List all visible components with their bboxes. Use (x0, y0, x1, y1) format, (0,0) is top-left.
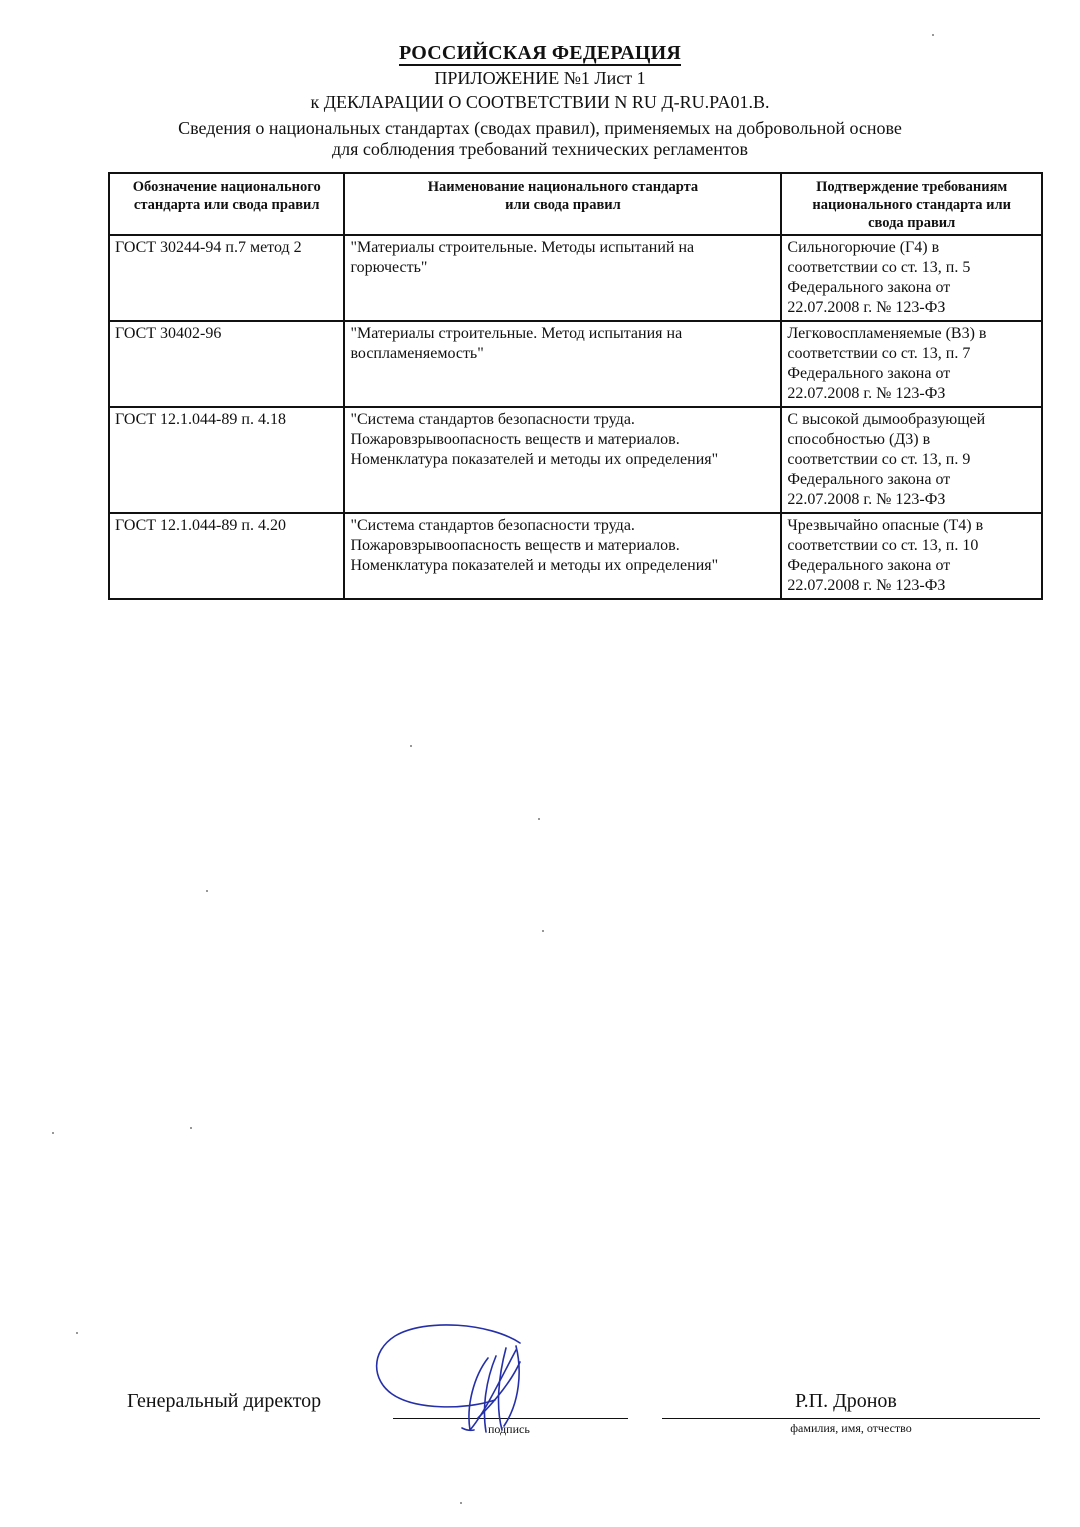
cell-confirmation: Сильногорючие (Г4) в соответствии со ст. 13, п. 5 Федерального закона от 22.07.2008 г. № 123-ФЗ (781, 235, 1042, 321)
header-code: Обозначение национального стандарта или свода правил (109, 173, 344, 235)
cell-confirmation: Чрезвычайно опасные (Т4) в соответствии со ст. 13, п. 10 Федерального закона от 22.07.2008 г. № 123-ФЗ (781, 513, 1042, 599)
cell-name: "Материалы строительные. Метод испытания на воспламеняемость" (344, 321, 781, 407)
cell-code: ГОСТ 12.1.044-89 п. 4.18 (109, 407, 344, 513)
cell-confirmation: С высокой дымообразующей способностью (Д3) в соответствии со ст. 13, п. 9 Федерального закона от 22.07.2008 г. № 123-ФЗ (781, 407, 1042, 513)
table-row (109, 321, 1042, 407)
signature-caption: подпись (488, 1422, 530, 1436)
table-row (109, 407, 1042, 513)
document-header (0, 40, 1080, 160)
director-name: Р.П. Дронов (795, 1390, 897, 1412)
scan-speck (460, 1502, 462, 1504)
standards-table (108, 172, 1043, 600)
appendix-title: ПРИЛОЖЕНИЕ №1 Лист 1 (434, 68, 646, 88)
cell-name: "Система стандартов безопасности труда. Пожаровзрывоопасность веществ и материалов. Номенклатура показателей и методы их определения" (344, 407, 781, 513)
cell-code: ГОСТ 30402-96 (109, 321, 344, 407)
handwritten-signature (370, 1318, 570, 1438)
scan-speck (206, 890, 208, 892)
table-header-row (109, 173, 1042, 235)
country-title (0, 40, 1080, 66)
country-title-text: РОССИЙСКАЯ ФЕДЕРАЦИЯ (398, 42, 681, 64)
declaration-title: к ДЕКЛАРАЦИИ О СООТВЕТСТВИИ N RU Д-RU.PA01.B. (310, 92, 770, 112)
name-line (662, 1418, 1040, 1419)
header-confirmation: Подтверждение требованиям национального стандарта или свода правил (781, 173, 1042, 235)
cell-code: ГОСТ 30244-94 п.7 метод 2 (109, 235, 344, 321)
scan-speck (76, 1332, 78, 1334)
name-caption: фамилия, имя, отчество (790, 1421, 912, 1435)
table-row (109, 513, 1042, 599)
cell-name: "Материалы строительные. Методы испытаний на горючесть" (344, 235, 781, 321)
scan-speck (542, 930, 544, 932)
scan-speck (190, 1127, 192, 1129)
cell-confirmation: Легковоспламеняемые (В3) в соответствии со ст. 13, п. 7 Федерального закона от 22.07.2008 г. № 123-ФЗ (781, 321, 1042, 407)
scan-speck (52, 1132, 54, 1134)
scan-speck (538, 818, 540, 820)
cell-code: ГОСТ 12.1.044-89 п. 4.20 (109, 513, 344, 599)
table-row (109, 235, 1042, 321)
description-line-1: Сведения о национальных стандартах (сводах правил), применяемых на добровольной основе (178, 118, 902, 138)
header-name: Наименование национального стандарта или свода правил (344, 173, 781, 235)
director-position: Генеральный директор (127, 1390, 322, 1412)
scan-speck (410, 745, 412, 747)
cell-name: "Система стандартов безопасности труда. Пожаровзрывоопасность веществ и материалов. Номенклатура показателей и методы их определения" (344, 513, 781, 599)
description-line-2: для соблюдения требований технических регламентов (331, 139, 749, 159)
scan-speck (932, 34, 934, 36)
